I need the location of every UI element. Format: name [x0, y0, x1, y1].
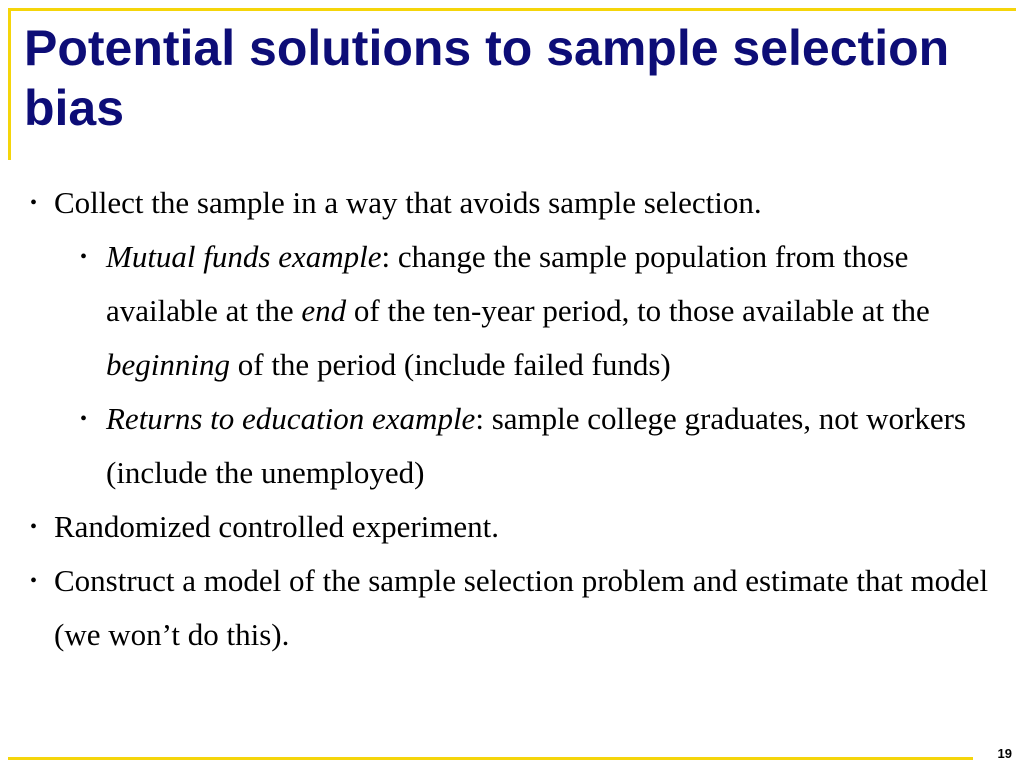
- bullet-text: : sample college graduates, not workers (include the unemployed): [106, 401, 966, 490]
- sub-bullet-item: [28, 392, 998, 500]
- bullet-text: : change the sample population from those available at the: [106, 239, 909, 328]
- bullet-text: of the ten-year period, to those available at the: [346, 293, 930, 328]
- sub-bullet-item: [28, 230, 998, 392]
- bullet-text: of the period (include failed funds): [230, 347, 671, 382]
- bullet-item: [28, 500, 998, 554]
- bullet-dot-icon: •: [30, 516, 38, 538]
- bullet-text: Collect the sample in a way that avoids sample selection.: [54, 185, 762, 220]
- example-label: Mutual funds example: [106, 239, 382, 274]
- bullet-item: [28, 554, 998, 662]
- left-accent-rule: [8, 8, 11, 160]
- bullet-text: Construct a model of the sample selection problem and estimate that model (we won’t do this).: [54, 563, 989, 652]
- top-accent-rule: [8, 8, 1016, 11]
- bullet-text: Randomized controlled experiment.: [54, 509, 500, 544]
- page-number: 19: [997, 746, 1012, 761]
- emphasis-text: end: [301, 293, 347, 328]
- slide-title: Potential solutions to sample selection bias: [24, 20, 950, 136]
- bullet-dot-icon: •: [80, 246, 88, 268]
- bullet-item: [28, 176, 998, 230]
- slide-body: [28, 176, 998, 662]
- bottom-accent-rule: [8, 757, 973, 760]
- bullet-dot-icon: •: [80, 408, 88, 430]
- example-label: Returns to education example: [106, 401, 476, 436]
- bullet-dot-icon: •: [30, 192, 38, 214]
- emphasis-text: beginning: [106, 347, 230, 382]
- bullet-dot-icon: •: [30, 570, 38, 592]
